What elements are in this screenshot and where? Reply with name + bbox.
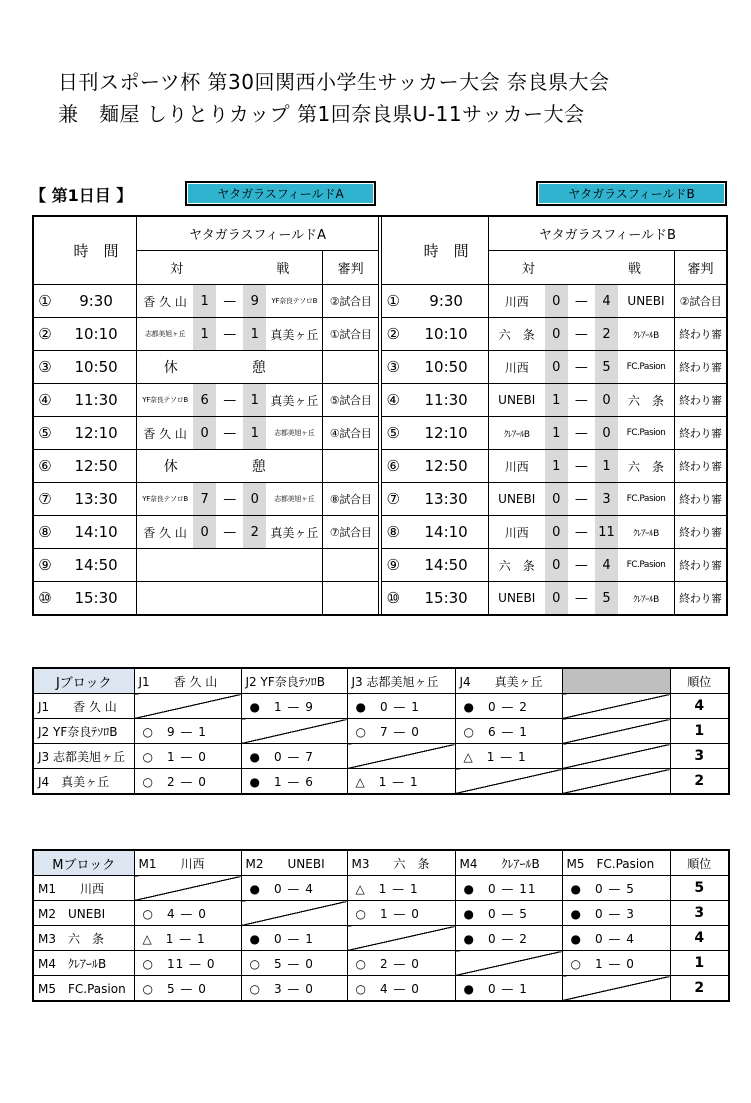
row-header: J1 香 久 山 <box>33 694 134 719</box>
referee: ②試合目 <box>674 285 727 318</box>
score-dash: — <box>568 549 595 582</box>
match-number: ⑨ <box>382 549 405 582</box>
header-field-a: ヤタガラスフィールドA <box>137 216 379 251</box>
blank-cell <box>562 744 670 769</box>
result-cell: ● 0 — 11 <box>455 876 562 901</box>
result-cell: ● 0 — 2 <box>455 926 562 951</box>
column-header: M3 六 条 <box>347 850 455 876</box>
blank-cell <box>562 769 670 795</box>
match-time: 9:30 <box>405 285 489 318</box>
blank-cell <box>562 694 670 719</box>
referee: ②試合目 <box>323 285 379 318</box>
result-cell: ○ 6 — 1 <box>455 719 562 744</box>
m-block-table <box>32 849 730 1002</box>
header-time-a: 時 間 <box>56 216 137 285</box>
block-row <box>33 719 729 744</box>
away-score: 5 <box>595 582 618 616</box>
row-header: M5 FC.Pasion <box>33 976 134 1002</box>
away-team: ｸﾚｱｰﾙB <box>618 318 675 351</box>
block-row <box>33 744 729 769</box>
result-cell: ● 0 — 4 <box>562 926 670 951</box>
row-header: M3 六 条 <box>33 926 134 951</box>
match-number: ④ <box>33 384 56 417</box>
away-score: 3 <box>595 483 618 516</box>
result-cell: ○ 7 — 0 <box>347 719 455 744</box>
away-score: 1 <box>243 384 266 417</box>
home-team: UNEBI <box>488 483 545 516</box>
diagonal-cell <box>347 926 455 951</box>
column-header: M4 ｸﾚｱｰﾙB <box>455 850 562 876</box>
match-time: 10:50 <box>405 351 489 384</box>
result-cell: ○ 1 — 0 <box>134 744 241 769</box>
rank-value: 2 <box>670 976 729 1002</box>
rank-header: 順位 <box>670 850 729 876</box>
home-team: 川西 <box>488 516 545 549</box>
block-row <box>33 694 729 719</box>
match-number: ⑧ <box>382 516 405 549</box>
diagonal-cell <box>241 719 347 744</box>
header-field-b: ヤタガラスフィールドB <box>488 216 727 251</box>
match-number: ⑥ <box>382 450 405 483</box>
home-team: 志都美旭ヶ丘 <box>137 318 194 351</box>
diagonal-cell <box>134 876 241 901</box>
home-team: 川西 <box>488 285 545 318</box>
home-team: 六 条 <box>488 549 545 582</box>
score-dash: — <box>216 318 243 351</box>
away-score: 5 <box>595 351 618 384</box>
block-row <box>33 976 729 1002</box>
away-score: 4 <box>595 285 618 318</box>
match-time: 14:50 <box>405 549 489 582</box>
block-header-row <box>33 850 729 876</box>
home-score: 0 <box>545 549 568 582</box>
match-number: ① <box>33 285 56 318</box>
header-time-b: 時 間 <box>405 216 489 285</box>
away-score: 0 <box>243 483 266 516</box>
match-number: ③ <box>33 351 56 384</box>
result-cell: ● 0 — 2 <box>455 694 562 719</box>
home-team: ｸﾚｱｰﾙB <box>488 417 545 450</box>
rank-value: 5 <box>670 876 729 901</box>
score-dash: — <box>568 450 595 483</box>
referee-empty <box>323 450 379 483</box>
title-line-2: 兼 麺屋 しりとりカップ 第1回奈良県U-11サッカー大会 <box>58 102 585 126</box>
away-team: FC.Pasion <box>618 417 675 450</box>
rank-header: 順位 <box>670 668 729 694</box>
referee: ①試合目 <box>323 318 379 351</box>
rank-value: 1 <box>670 951 729 976</box>
home-score: 0 <box>545 483 568 516</box>
away-team: FC.Pasion <box>618 549 675 582</box>
result-cell: ● 0 — 1 <box>347 694 455 719</box>
match-number: ③ <box>382 351 405 384</box>
row-header: J4 真美ヶ丘 <box>33 769 134 795</box>
match-number: ⑦ <box>33 483 56 516</box>
rest-label: 休 憩 <box>137 351 323 384</box>
row-header: M4 ｸﾚｱｰﾙB <box>33 951 134 976</box>
block-row <box>33 926 729 951</box>
home-score: 1 <box>545 417 568 450</box>
away-score: 1 <box>595 450 618 483</box>
result-cell: ○ 9 — 1 <box>134 719 241 744</box>
diagonal-cell <box>241 901 347 926</box>
column-header: M5 FC.Pasion <box>562 850 670 876</box>
rank-value: 4 <box>670 694 729 719</box>
score-dash: — <box>216 417 243 450</box>
home-score: 1 <box>545 450 568 483</box>
match-number: ② <box>382 318 405 351</box>
diagonal-cell <box>347 744 455 769</box>
column-header: J1 香 久 山 <box>134 668 241 694</box>
home-score: 0 <box>545 516 568 549</box>
match-number: ⑤ <box>382 417 405 450</box>
result-cell: ● 1 — 6 <box>241 769 347 795</box>
referee: 終わり審 <box>674 450 727 483</box>
home-score: 6 <box>193 384 216 417</box>
referee: 終わり審 <box>674 516 727 549</box>
column-header: J4 真美ヶ丘 <box>455 668 562 694</box>
referee: 終わり審 <box>674 483 727 516</box>
diagonal-cell <box>455 951 562 976</box>
score-dash: — <box>216 285 243 318</box>
referee: 終わり審 <box>674 351 727 384</box>
row-header: J2 YF奈良ﾃｿﾛB <box>33 719 134 744</box>
match-time: 12:10 <box>56 417 137 450</box>
score-dash: — <box>568 582 595 616</box>
away-score: 1 <box>243 318 266 351</box>
rank-value: 3 <box>670 744 729 769</box>
match-time: 14:10 <box>56 516 137 549</box>
column-header: J2 YF奈良ﾃｿﾛB <box>241 668 347 694</box>
block-row <box>33 769 729 795</box>
home-team: 川西 <box>488 351 545 384</box>
blank-header <box>562 668 670 694</box>
away-team: 志都美旭ヶ丘 <box>266 483 323 516</box>
match-time: 10:10 <box>56 318 137 351</box>
result-cell: ○ 1 — 0 <box>562 951 670 976</box>
match-number: ⑨ <box>33 549 56 582</box>
rank-value: 2 <box>670 769 729 795</box>
block-row <box>33 951 729 976</box>
day-label: 【 第1日目 】 <box>30 186 133 205</box>
away-score: 4 <box>595 549 618 582</box>
result-cell: ○ 4 — 0 <box>134 901 241 926</box>
home-score: 7 <box>193 483 216 516</box>
away-team: FC.Pasion <box>618 483 675 516</box>
away-team: ｸﾚｱｰﾙB <box>618 582 675 616</box>
header-vs-right-b: 戦 <box>595 251 675 285</box>
row-header: M2 UNEBI <box>33 901 134 926</box>
home-team: 川西 <box>488 450 545 483</box>
result-cell: △ 1 — 1 <box>347 876 455 901</box>
match-number: ⑦ <box>382 483 405 516</box>
block-row <box>33 901 729 926</box>
row-header: M1 川西 <box>33 876 134 901</box>
home-score: 0 <box>193 417 216 450</box>
match-time: 14:10 <box>405 516 489 549</box>
diagonal-cell <box>455 769 562 795</box>
schedule-table <box>32 215 728 616</box>
away-team: FC.Pasion <box>618 351 675 384</box>
home-score: 0 <box>545 351 568 384</box>
result-cell: ● 0 — 5 <box>562 876 670 901</box>
result-cell: ● 0 — 7 <box>241 744 347 769</box>
rest-label: 休 憩 <box>137 450 323 483</box>
home-score: 0 <box>193 516 216 549</box>
score-dash: — <box>568 285 595 318</box>
match-number: ⑤ <box>33 417 56 450</box>
score-dash: — <box>568 417 595 450</box>
match-time: 14:50 <box>56 549 137 582</box>
field-a-button[interactable]: ヤタガラスフィールドA <box>185 181 376 206</box>
home-score: 0 <box>545 285 568 318</box>
header-referee-b: 審判 <box>674 251 727 285</box>
home-team: UNEBI <box>488 582 545 616</box>
score-dash: — <box>216 483 243 516</box>
row-header: J3 志都美旭ヶ丘 <box>33 744 134 769</box>
match-number: ⑩ <box>382 582 405 616</box>
away-score: 2 <box>243 516 266 549</box>
block-header-row <box>33 668 729 694</box>
match-number: ④ <box>382 384 405 417</box>
home-team: 香 久 山 <box>137 516 194 549</box>
match-time: 12:50 <box>405 450 489 483</box>
score-dash: — <box>568 318 595 351</box>
result-cell: ● 1 — 9 <box>241 694 347 719</box>
away-score: 0 <box>595 384 618 417</box>
result-cell: ○ 5 — 0 <box>241 951 347 976</box>
home-score: 1 <box>193 285 216 318</box>
result-cell: ○ 2 — 0 <box>347 951 455 976</box>
field-b-button[interactable]: ヤタガラスフィールドB <box>536 181 727 206</box>
result-cell: ○ 11 — 0 <box>134 951 241 976</box>
away-team: 真美ヶ丘 <box>266 516 323 549</box>
referee-empty <box>323 549 379 582</box>
referee: 終わり審 <box>674 384 727 417</box>
away-team: 六 条 <box>618 450 675 483</box>
column-header: J3 志都美旭ヶ丘 <box>347 668 455 694</box>
match-number: ② <box>33 318 56 351</box>
referee: 終わり審 <box>674 582 727 616</box>
result-cell: △ 1 — 1 <box>134 926 241 951</box>
referee: 終わり審 <box>674 318 727 351</box>
match-time: 12:50 <box>56 450 137 483</box>
title-line-1: 日刊スポーツ杯 第30回関西小学生サッカー大会 奈良県大会 <box>58 70 610 94</box>
j-block-table <box>32 667 730 795</box>
score-dash: — <box>216 516 243 549</box>
home-team: YF奈良テソロB <box>137 483 194 516</box>
away-team: 真美ヶ丘 <box>266 384 323 417</box>
referee: ⑤試合目 <box>323 384 379 417</box>
result-cell: △ 1 — 1 <box>455 744 562 769</box>
result-cell: △ 1 — 1 <box>347 769 455 795</box>
rank-value: 1 <box>670 719 729 744</box>
result-cell: ● 0 — 1 <box>455 976 562 1002</box>
home-score: 0 <box>545 582 568 616</box>
score-dash: — <box>568 483 595 516</box>
match-time: 15:30 <box>405 582 489 616</box>
match-number: ⑧ <box>33 516 56 549</box>
result-cell: ○ 5 — 0 <box>134 976 241 1002</box>
match-time: 15:30 <box>56 582 137 616</box>
result-cell: ● 0 — 3 <box>562 901 670 926</box>
diagonal-cell <box>562 976 670 1002</box>
referee: 終わり審 <box>674 549 727 582</box>
result-cell: ○ 4 — 0 <box>347 976 455 1002</box>
column-header: M1 川西 <box>134 850 241 876</box>
referee-empty <box>323 351 379 384</box>
referee: ⑧試合目 <box>323 483 379 516</box>
match-time: 9:30 <box>56 285 137 318</box>
match-time: 11:30 <box>405 384 489 417</box>
referee: 終わり審 <box>674 417 727 450</box>
match-number: ⑩ <box>33 582 56 616</box>
referee-empty <box>323 582 379 616</box>
blank-cell <box>562 719 670 744</box>
result-cell: ● 0 — 5 <box>455 901 562 926</box>
header-blank-b <box>382 216 405 285</box>
home-team: YF奈良テソロB <box>137 384 194 417</box>
away-team: YF奈良テソロB <box>266 285 323 318</box>
referee: ⑦試合目 <box>323 516 379 549</box>
score-dash: — <box>568 516 595 549</box>
empty-match <box>137 582 323 616</box>
referee: ④試合目 <box>323 417 379 450</box>
header-blank-a <box>33 216 56 285</box>
away-team: 六 条 <box>618 384 675 417</box>
away-team: 真美ヶ丘 <box>266 318 323 351</box>
away-score: 1 <box>243 417 266 450</box>
block-title: Mブロック <box>33 850 134 876</box>
header-vs-left-b: 対 <box>488 251 568 285</box>
block-row <box>33 876 729 901</box>
away-score: 2 <box>595 318 618 351</box>
home-team: 香 久 山 <box>137 417 194 450</box>
home-team: UNEBI <box>488 384 545 417</box>
score-dash: — <box>568 384 595 417</box>
away-score: 11 <box>595 516 618 549</box>
match-time: 10:10 <box>405 318 489 351</box>
away-team: ｸﾚｱｰﾙB <box>618 516 675 549</box>
away-score: 0 <box>595 417 618 450</box>
home-team: 香 久 山 <box>137 285 194 318</box>
away-team: UNEBI <box>618 285 675 318</box>
away-score: 9 <box>243 285 266 318</box>
header-referee-a: 審判 <box>323 251 379 285</box>
column-header: M2 UNEBI <box>241 850 347 876</box>
result-cell: ○ 2 — 0 <box>134 769 241 795</box>
result-cell: ○ 1 — 0 <box>347 901 455 926</box>
home-score: 0 <box>545 318 568 351</box>
match-time: 10:50 <box>56 351 137 384</box>
match-time: 12:10 <box>405 417 489 450</box>
away-team: 志都美旭ヶ丘 <box>266 417 323 450</box>
rank-value: 4 <box>670 926 729 951</box>
result-cell: ● 0 — 1 <box>241 926 347 951</box>
match-time: 13:30 <box>405 483 489 516</box>
match-number: ⑥ <box>33 450 56 483</box>
match-time: 11:30 <box>56 384 137 417</box>
block-title: Jブロック <box>33 668 134 694</box>
header-vs-right-a: 戦 <box>243 251 323 285</box>
score-dash: — <box>568 351 595 384</box>
match-number: ① <box>382 285 405 318</box>
header-vs-left-a: 対 <box>137 251 217 285</box>
home-team: 六 条 <box>488 318 545 351</box>
match-time: 13:30 <box>56 483 137 516</box>
home-score: 1 <box>193 318 216 351</box>
result-cell: ● 0 — 4 <box>241 876 347 901</box>
rank-value: 3 <box>670 901 729 926</box>
diagonal-cell <box>134 694 241 719</box>
home-score: 1 <box>545 384 568 417</box>
empty-match <box>137 549 323 582</box>
score-dash: — <box>216 384 243 417</box>
result-cell: ○ 3 — 0 <box>241 976 347 1002</box>
